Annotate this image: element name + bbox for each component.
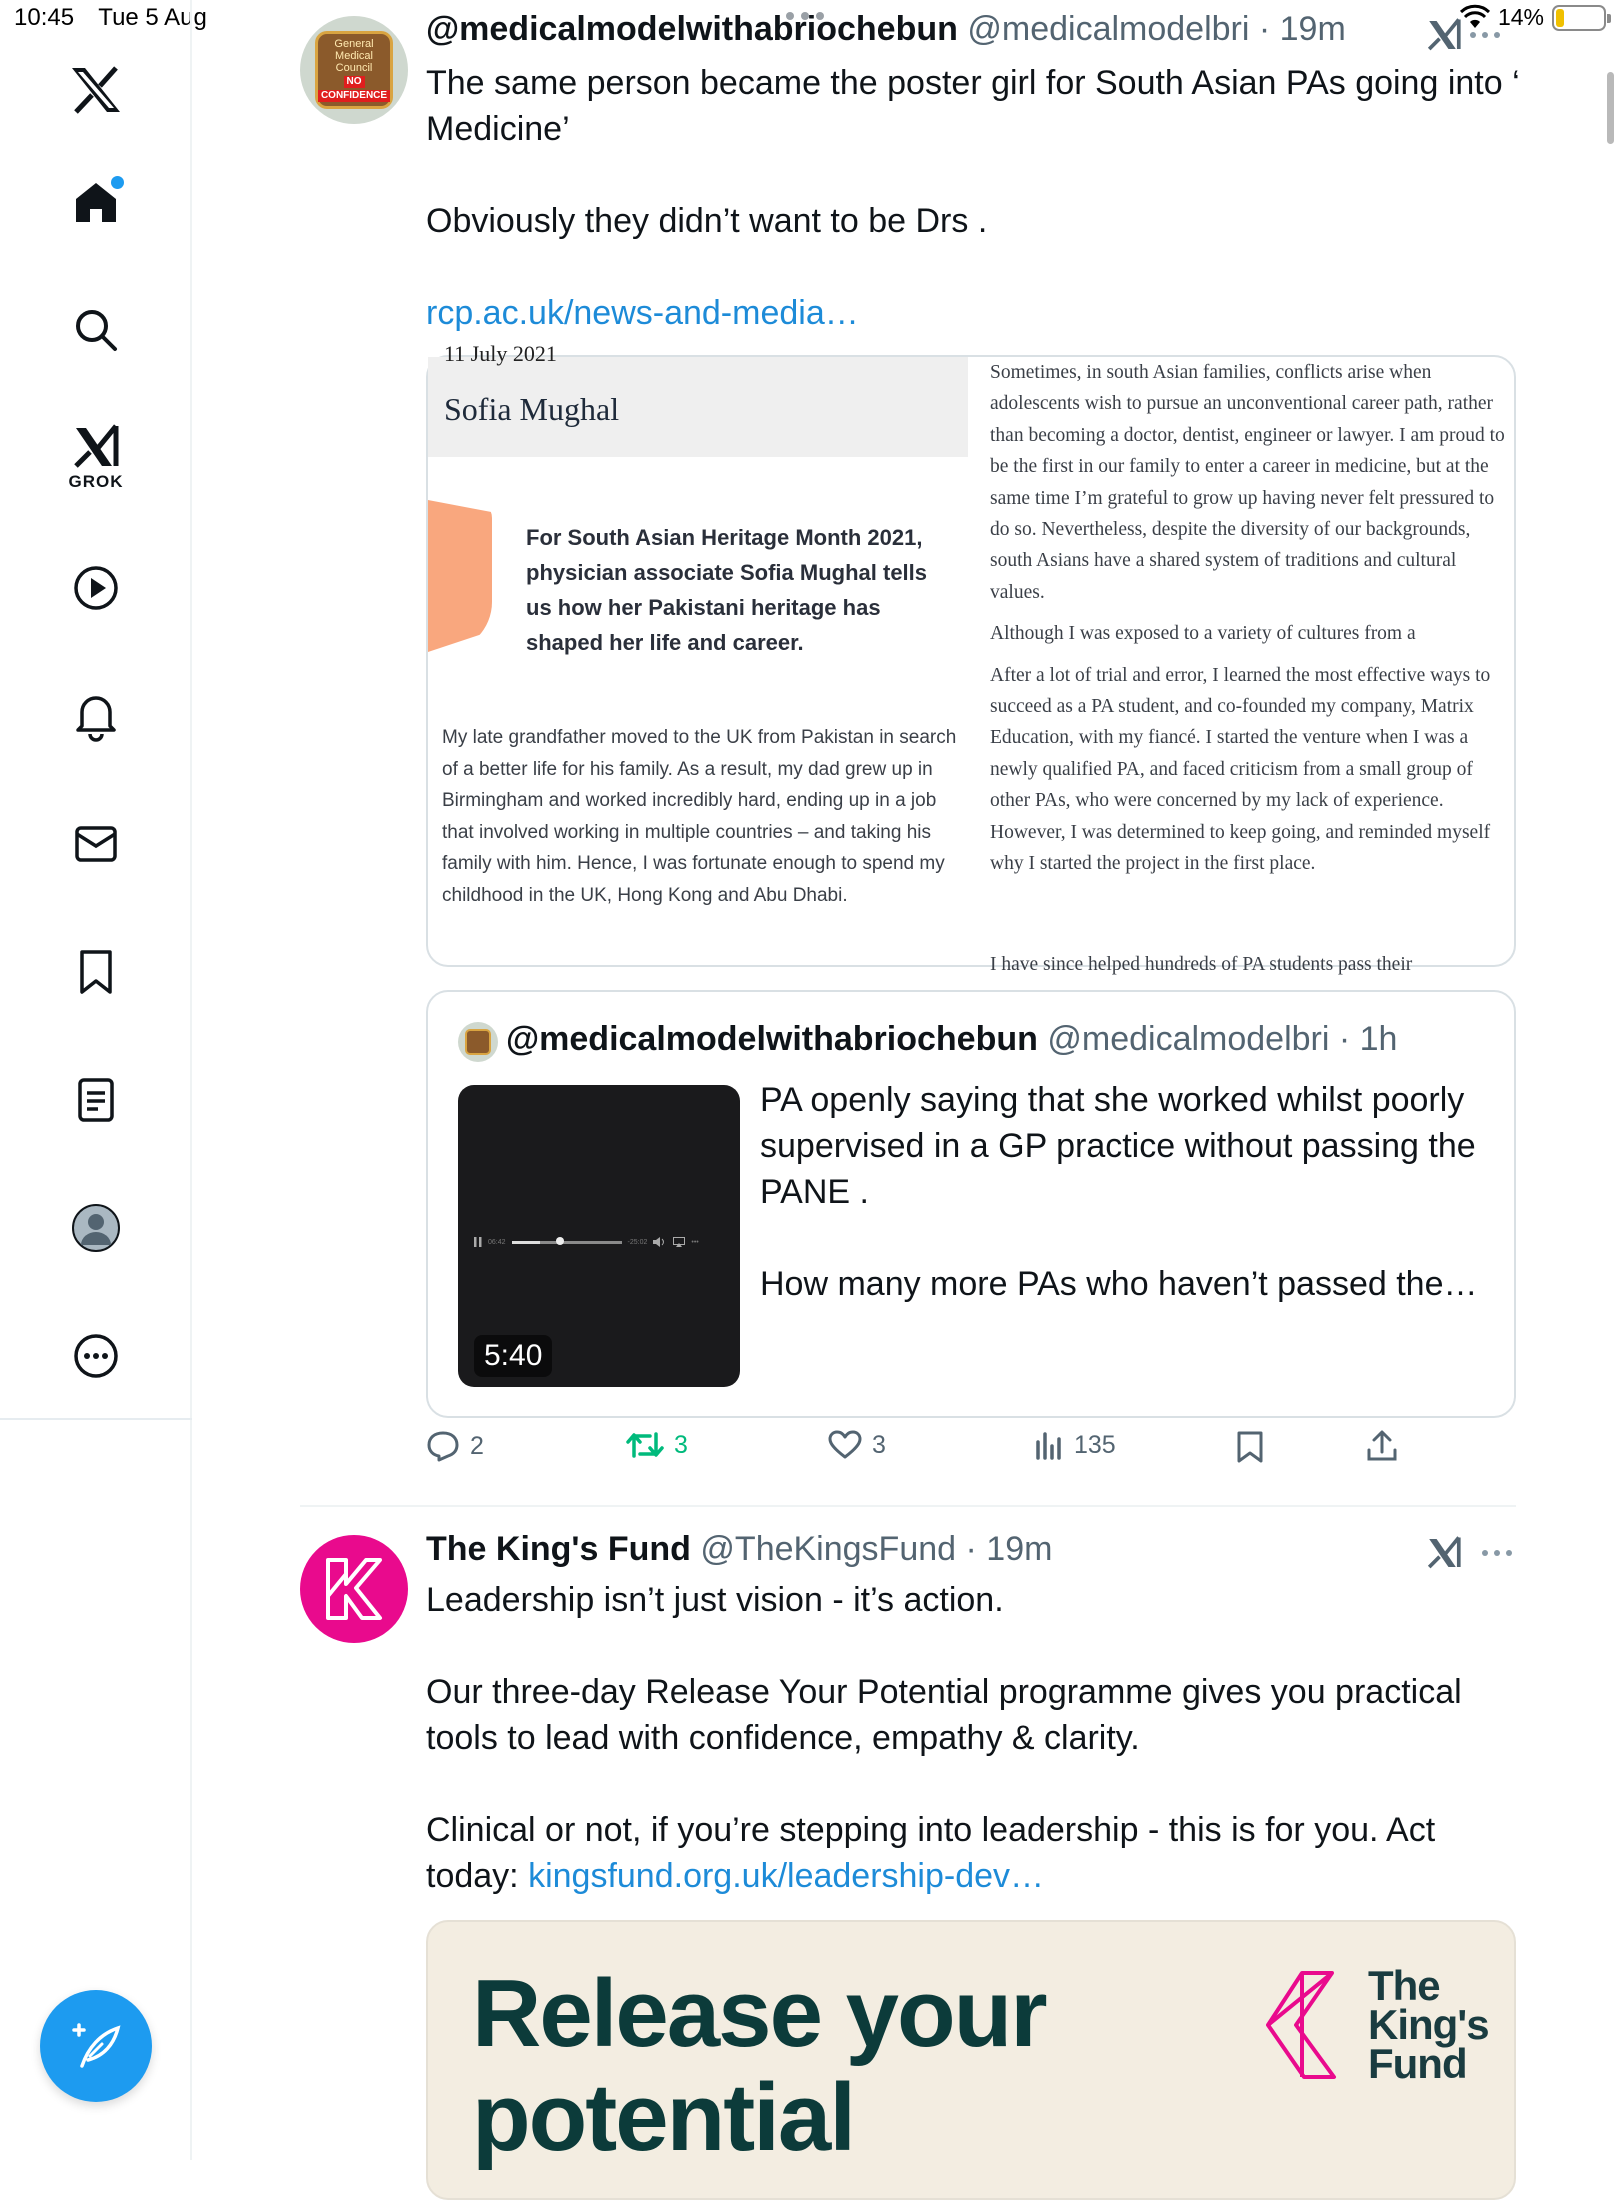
tweet2-more-icon[interactable] (1482, 1550, 1512, 1556)
bookmark-icon (1236, 1430, 1264, 1464)
sidebar-divider (0, 1418, 192, 1420)
tweet1-more-icon[interactable] (1470, 32, 1500, 38)
tweet2-line2: Our three-day Release Your Potential programme gives you practical tools to lead with confidence, empathy & clarity. (426, 1673, 1462, 1757)
logo-text-line1: The (1368, 1962, 1440, 2009)
article-right-p1: Sometimes, in south Asian families, conflicts arise when adolescents wish to pursue an unconventional career path, rather than becoming a doctor, dentist, engineer or lawyer. I am proud to be the first in our family to enter a career in medicine, but at the same time I’m grateful to grow up having never felt pressured to do so. Nevertheless, despite the diversity of our backgrounds, south Asians have a shared system of traditions and cultural values. (990, 362, 1505, 603)
repost-icon (626, 1430, 664, 1460)
video-controls (474, 1235, 726, 1249)
article-orange-shape (428, 500, 492, 652)
video-more-icon: ••• (691, 1238, 699, 1246)
kings-fund-k-icon (322, 1556, 386, 1622)
grok-icon[interactable] (56, 418, 136, 498)
video-time-left: 06:42 (488, 1238, 506, 1246)
battery-percent: 14% (1497, 4, 1544, 30)
bookmark-button[interactable] (1236, 1430, 1264, 1464)
share-button[interactable] (1366, 1430, 1398, 1462)
quote-handle: @medicalmodelbri (1047, 1020, 1330, 1058)
repost-button[interactable] (626, 1430, 688, 1460)
video-play-icon[interactable] (56, 548, 136, 628)
tweet1-text (426, 60, 1526, 336)
tweet2-handle[interactable]: @TheKingsFund (700, 1530, 957, 1568)
article-name: Sofia Mughal (444, 391, 620, 427)
promo-headline-line1: Release your (472, 1960, 1046, 2067)
article-date-cut: 11 July 2021 (444, 341, 557, 366)
tweet2-line3-text: Clinical or not, if you’re stepping into leadership - this is for you. Act today: (426, 1811, 1436, 1895)
grok-explain-icon-2[interactable] (1426, 1536, 1462, 1570)
tweet1-display-name[interactable]: @medicalmodelwithabriochebun (426, 10, 958, 48)
quote-text (760, 1077, 1480, 1307)
reply-count: 2 (470, 1431, 484, 1460)
x-logo-icon[interactable] (56, 50, 136, 130)
share-icon (1366, 1430, 1398, 1462)
wifi-icon (1460, 6, 1490, 30)
lists-icon[interactable] (56, 1060, 136, 1140)
reply-icon (426, 1430, 460, 1462)
grok-explain-icon[interactable] (1426, 18, 1462, 52)
repost-count: 3 (674, 1430, 688, 1459)
status-date: Tue 5 Aug (98, 4, 207, 31)
status-time: 10:45 (14, 4, 75, 31)
quote-line2: How many more PAs who haven’t passed the… (760, 1265, 1478, 1303)
heart-icon (828, 1430, 862, 1460)
article-right-p3: After a lot of trial and error, I learned the most effective ways to succeed as a PA student, and co-founded my company, Matrix Education, with my fiancé. I started the venture when I was a newly qualified PA, and faced criticism from a small group of other PAs, who were concerned by my lack of experience. However, I was determined to keep going, and reminded myself why I started the project in the first place. (990, 664, 1491, 875)
compose-feather-icon (68, 2018, 124, 2074)
notifications-bell-icon[interactable] (56, 676, 136, 756)
kings-fund-logo-text (1368, 1962, 1489, 2087)
tweet2-line1: Leadership isn’t just vision - it’s action. (426, 1581, 1004, 1619)
compose-post-button[interactable] (40, 1990, 152, 2102)
tweet2-time[interactable]: · 19m (965, 1530, 1053, 1568)
video-time-right: -25:02 (627, 1238, 648, 1246)
tweet1-time[interactable]: · 19m (1258, 10, 1346, 48)
quote-video-thumbnail[interactable] (458, 1085, 740, 1387)
view-count: 135 (1074, 1430, 1116, 1459)
tweet1-header (426, 10, 1346, 49)
video-duration: 5:40 (474, 1335, 552, 1377)
status-bar-right (1460, 4, 1606, 31)
article-image[interactable] (426, 341, 1516, 975)
promo-headline-line2: potential (472, 2064, 854, 2171)
gmc-badge: General Medical Council NO CONFIDENCE (315, 31, 393, 109)
tweet1-link[interactable]: rcp.ac.uk/news-and-media… (426, 294, 859, 332)
tweet1-line1: The same person became the poster girl for South Asian PAs going into ‘ Medicine’ (426, 64, 1520, 148)
quote-time: · 1h (1338, 1020, 1398, 1058)
battery-icon (1552, 5, 1606, 31)
kings-fund-logo (1262, 1962, 1489, 2087)
video-progress (512, 1241, 622, 1244)
tweet1-avatar[interactable] (300, 16, 408, 124)
tweet2-display-name[interactable]: The King's Fund (426, 1530, 691, 1568)
sidebar (0, 0, 192, 2160)
article-right-p2: Although I was exposed to a variety of cultures from a (990, 623, 1416, 645)
views-button[interactable] (1034, 1430, 1116, 1460)
like-count: 3 (872, 1430, 886, 1459)
quote-display-name: @medicalmodelwithabriochebun (506, 1020, 1038, 1058)
tweet2-line3 (426, 1807, 1526, 1899)
quote-avatar (458, 1022, 498, 1062)
more-options-icon[interactable] (56, 1316, 136, 1396)
pause-icon (474, 1237, 482, 1247)
messages-envelope-icon[interactable] (56, 804, 136, 884)
like-button[interactable] (828, 1430, 886, 1460)
kings-fund-logo-k-icon (1262, 1969, 1358, 2081)
reply-button[interactable] (426, 1430, 484, 1462)
quoted-tweet[interactable] (426, 990, 1516, 1418)
profile-avatar-icon[interactable] (56, 1188, 136, 1268)
promo-image[interactable] (426, 1920, 1516, 2200)
tweet2-text (426, 1577, 1526, 1899)
tweet2-avatar[interactable] (300, 1535, 408, 1643)
home-icon[interactable] (56, 162, 136, 242)
quote-header (506, 1020, 1397, 1059)
logo-text-line2: King's (1368, 2001, 1489, 2048)
tweet1-line2: Obviously they didn’t want to be Drs . (426, 202, 988, 240)
notification-dot (111, 176, 124, 189)
search-icon[interactable] (56, 290, 136, 370)
grok-label: GROK (68, 472, 124, 491)
airplay-icon (673, 1237, 685, 1247)
promo-headline (472, 1962, 1046, 2170)
logo-text-line3: Fund (1368, 2040, 1467, 2087)
quote-line1: PA openly saying that she worked whilst poorly supervised in a GP practice without passing the PANE . (760, 1081, 1476, 1211)
tweet1-handle[interactable]: @medicalmodelbri (967, 10, 1250, 48)
video-progress-knob (556, 1237, 564, 1245)
tweet-divider (300, 1505, 1516, 1507)
volume-icon (653, 1237, 667, 1247)
scrollbar[interactable] (1607, 72, 1614, 144)
tweet2-link[interactable]: kingsfund.org.uk/leadership-dev… (528, 1857, 1045, 1895)
tweet2-header (426, 1530, 1052, 1569)
views-chart-icon (1034, 1430, 1064, 1460)
article-paragraph-left: My late grandfather moved to the UK from Pakistan in search of a better life for his family. As a result, my dad grew up in Birmingham and worked incredibly hard, ending up in a job that involved working in multiple countries – and taking his family with him. Hence, I was fortunate enough to spend my childhood in the UK, Hong Kong and Abu Dhabi. (442, 727, 957, 906)
article-right-column (990, 357, 1510, 975)
tweet1-action-bar (426, 1430, 1516, 1480)
article-right-cut: I have since helped hundreds of PA students pass their (990, 954, 1413, 975)
article-intro: For South Asian Heritage Month 2021, physician associate Sofia Mughal tells us how her Pakistani heritage has shaped her life and career. (526, 525, 928, 655)
bookmarks-icon[interactable] (56, 932, 136, 1012)
